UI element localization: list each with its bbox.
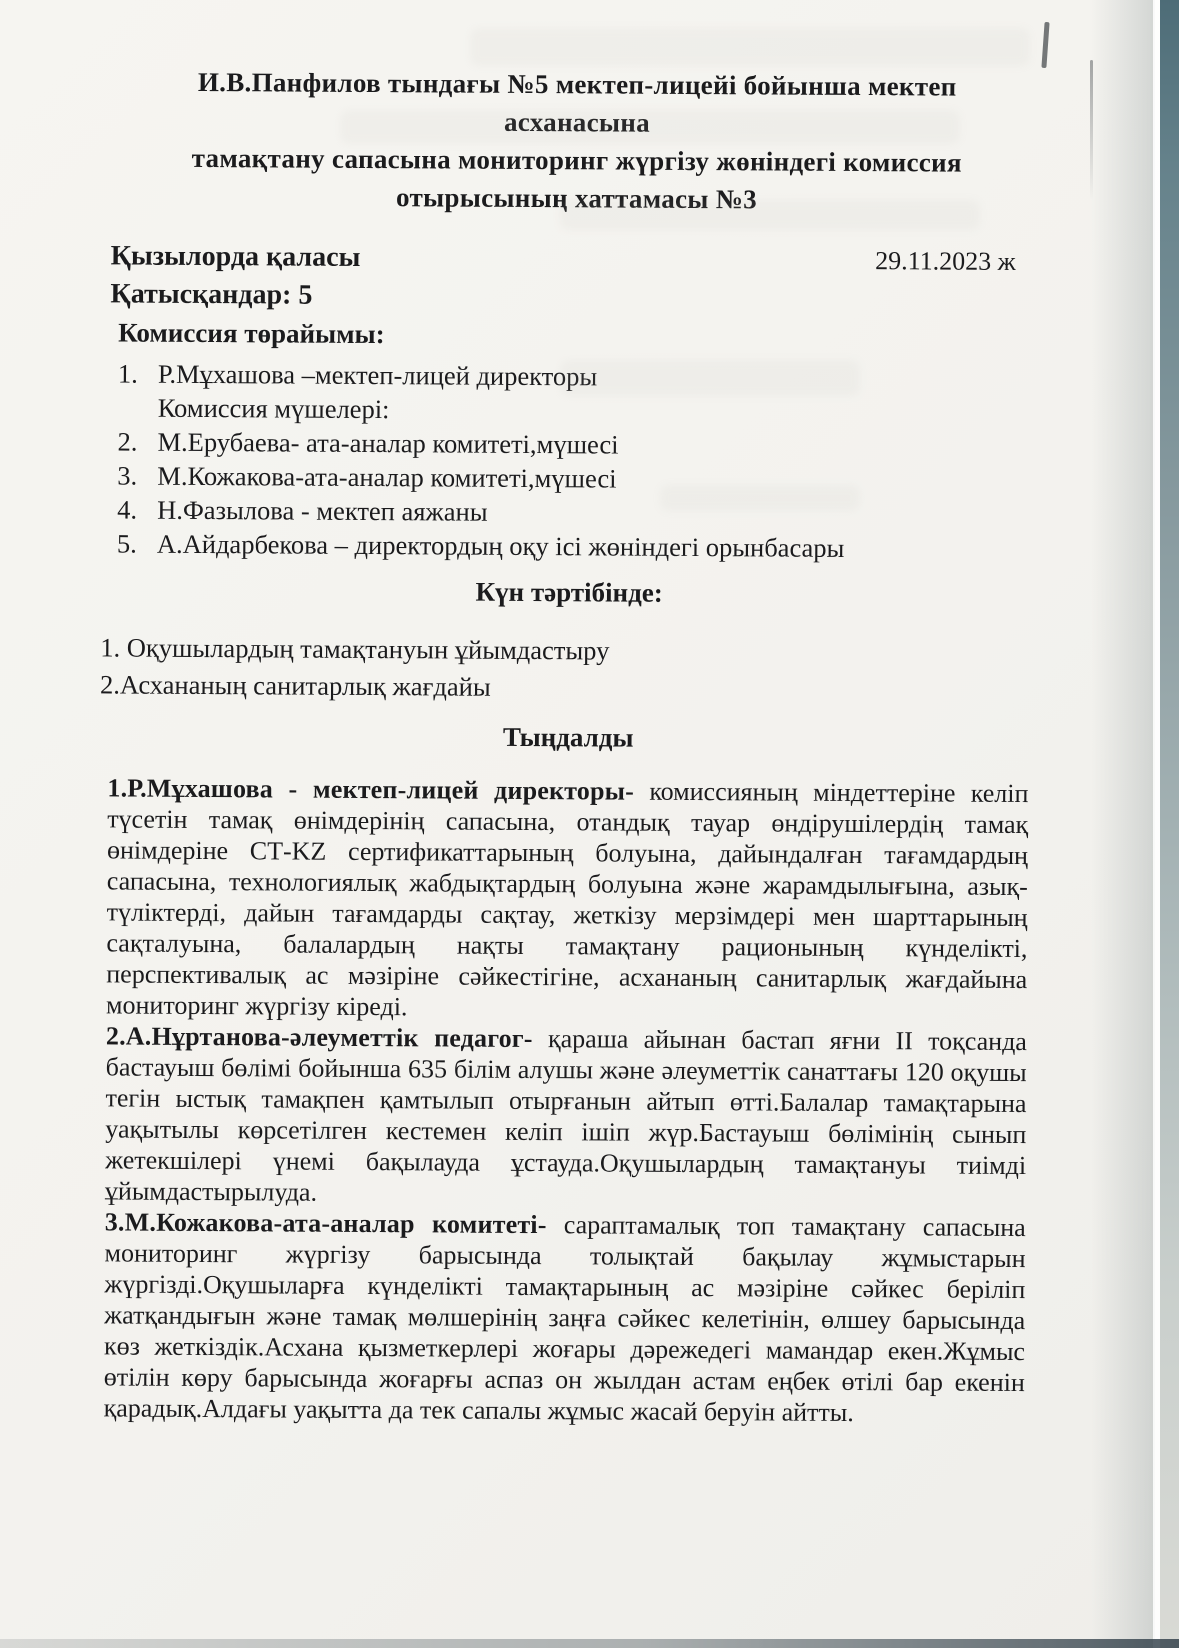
- title-line-3: отырысының хаттамасы №3: [395, 182, 758, 215]
- commission-member-text: М.Кожакова-ата-аналар комитеті,мүшесі: [157, 460, 617, 494]
- commission-member-text: Н.Фазылова - мектеп аяжаны: [157, 494, 488, 527]
- scan-bottom-edge: [0, 1639, 1179, 1648]
- paragraph-speaker-1: [106, 772, 1028, 1026]
- agenda-heading: Күн тәртібінде:: [475, 576, 663, 608]
- meta-row: [111, 240, 1032, 278]
- paragraph-lead: 2.А.Нұртанова-әлеуметтік педагог-: [105, 1021, 533, 1054]
- paper-crease: [1090, 60, 1093, 200]
- agenda-list: [100, 629, 1029, 709]
- paragraph-text: сараптамалық топ тамақтану сапасына мониторинг жүргізу барысында толықтай бақылау жұмыстарын жүргізді.Оқушыларға күнделікті тамақтарының ас мәзіріне сәйкес беріліп жатқандығын және тамақ мөлшерінің заңға сәйкес келетінін, өлшеу барысында көз жеткіздік.Асхана қызметкерлері жоғары дәрежедегі мамандар екен.Жұмыс өтілін көру барысында жоғарғы аспаз он жылдан астам еңбек өтілі бар екенін қарадық.Алдағы уақытта да тек сапалы жұмыс жасай беруін айтты.: [103, 1210, 1026, 1427]
- document-title: [121, 63, 1033, 221]
- commission-member-row: [117, 424, 1030, 464]
- agenda-item: 2.Асхананың санитарлық жағдайы: [99, 669, 491, 702]
- title-line-1: И.В.Панфилов тындағы №5 мектеп-лицейі бойынша мектеп асханасына: [197, 66, 957, 138]
- commission-member-text: М.Ерубаева- ата-аналар комитеті,мүшесі: [157, 426, 619, 460]
- list-number: 2.: [117, 426, 138, 457]
- commission-member-text: Р.Мұхашова –мектеп-лицей директоры: [157, 358, 598, 392]
- title-line-2: тамақтану сапасына мониторинг жүргізу жөніндегі комиссия: [191, 142, 962, 178]
- heard-heading: Тыңдалды: [502, 721, 634, 753]
- commission-member-row: [117, 526, 1030, 566]
- list-number: 3.: [117, 460, 138, 491]
- city-label: Қызылорда қаласы: [110, 240, 361, 273]
- list-number: 1.: [117, 358, 138, 389]
- commission-member-row: [117, 492, 1030, 532]
- members-heading: Комиссия мүшелері:: [157, 392, 390, 425]
- date-label: 29.11.2023 ж: [875, 246, 1016, 276]
- heard-paragraphs: [104, 772, 1029, 1429]
- commission-member-row: [117, 458, 1030, 498]
- commission-list: [109, 356, 1031, 566]
- paragraph-text: қараша айынан бастап яғни II тоқсанда бастауыш бөлімі бойынша 635 білім алушы және әлеуметтік санаттағы 120 оқушы тегін ыстық тамақпен қамтылып отырғанын айтып өтті.Балалар тамақтарына уақытылы көрсетілген кестемен келіп ішіп жүр.Бастауыш бөлімінің сынып жетекшілері үнемі бақылауда ұстауда.Оқушылардың тамақтануы тиімді ұйымдастырылуда.: [104, 1024, 1028, 1207]
- agenda-item: 1. Оқушылардың тамақтануын ұйымдастыру: [100, 632, 610, 666]
- list-number: 4.: [117, 494, 138, 525]
- commission-member-row: [118, 356, 1031, 396]
- paragraph-text: комиссияның міндеттеріне келіп түсетін тамақ өнімдерінің сапасына, отандық тауар өндірушілердің тамақ өнімдеріне СТ-KZ сертификаттарының болуына, дайындалған тағамдардың сапасына, технологиялық жабдықтардың болуына және жарамдылығына, азық-түліктерді, дайын тағамдарды сақтау, жеткізу мерзімдері мен шарттарының сақталуына, балалардың нақты тамақтану рационының күнделікті, перспективалық ас мәзіріне сәйкестігіне, асхананың санитарлық жағдайына мониторинг жүргізу кіреді.: [106, 776, 1029, 1022]
- paragraph-lead: 1.Р.Мұхашова - мектеп-лицей директоры-: [107, 773, 635, 806]
- paragraph-speaker-2: [105, 1020, 1027, 1212]
- chair-heading: Комиссия төрайымы:: [118, 317, 385, 350]
- list-number: 5.: [116, 528, 137, 559]
- paragraph-speaker-3: [104, 1206, 1026, 1429]
- commission-member-text: А.Айдарбекова – директордың оқу ісі жөніндегі орынбасары: [156, 528, 845, 563]
- paragraph-lead: 3.М.Кожакова-ата-аналар комитеті-: [104, 1207, 547, 1240]
- attendees-label: Қатысқандар: 5: [110, 278, 313, 311]
